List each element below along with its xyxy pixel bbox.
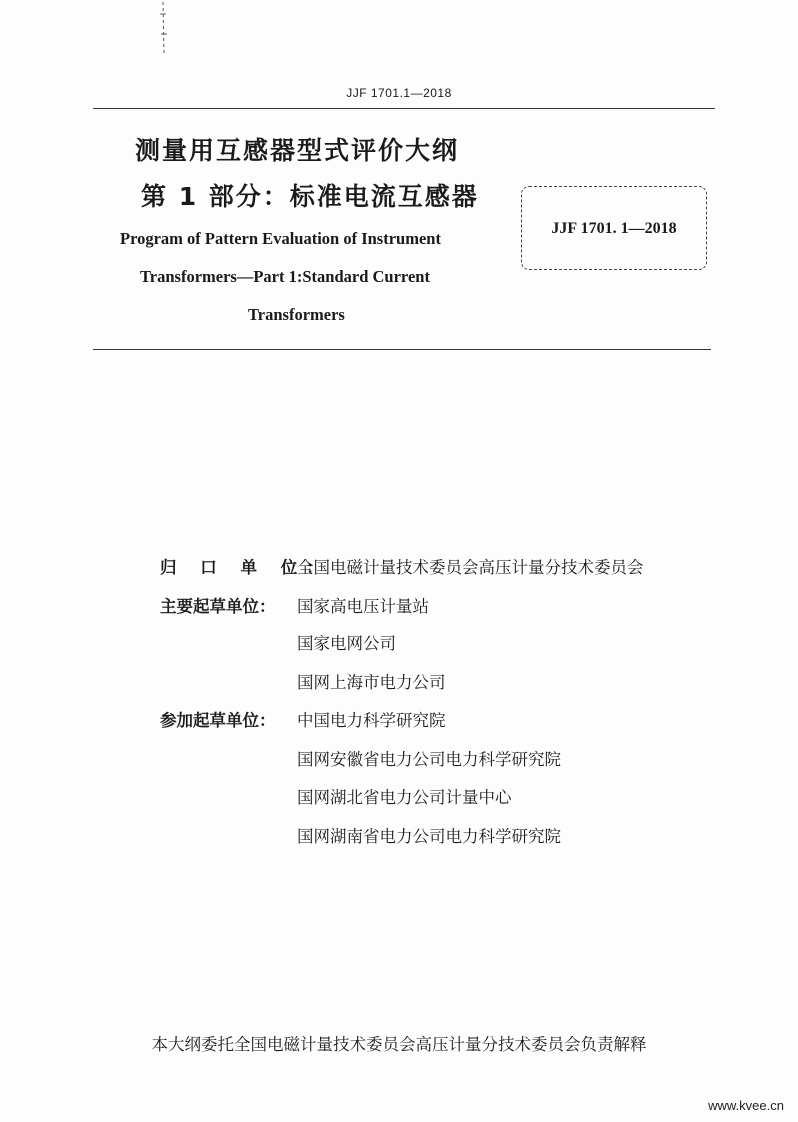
participating-unit-1: 中国电力科学研究院	[297, 711, 446, 730]
participating-unit-3: 国网湖北省电力公司计量中心	[297, 788, 512, 807]
standard-code-box-text: JJF 1701. 1—2018	[551, 220, 677, 237]
title-rule	[93, 349, 711, 350]
english-title-line-2: Transformers—Part 1:Standard Current	[140, 267, 430, 286]
binding-mark	[159, 0, 169, 58]
chinese-title-line-2: 第 1 部分：标准电流互感器	[141, 182, 479, 211]
participating-unit-label: 参加起草单位：	[160, 711, 276, 730]
chinese-title-line-1: 测量用互感器型式评价大纲	[135, 136, 460, 165]
main-drafting-unit-3: 国网上海市电力公司	[297, 673, 446, 692]
interpretation-note: 本大纲委托全国电磁计量技术委员会高压计量分技术委员会负责解释	[151, 1035, 647, 1054]
watermark: www.kvee.cn	[708, 1098, 784, 1113]
participating-unit-2: 国网安徽省电力公司电力科学研究院	[297, 750, 561, 769]
main-drafting-unit-label: 主要起草单位：	[160, 597, 276, 616]
english-title-line-3: Transformers	[248, 305, 345, 324]
responsible-unit-value: 全国电磁计量技术委员会高压计量分技术委员会	[297, 558, 644, 577]
header-standard-code: JJF 1701.1—2018	[346, 86, 452, 100]
header-rule	[93, 108, 715, 109]
english-title-line-1: Program of Pattern Evaluation of Instrument	[120, 229, 441, 248]
responsible-unit-label: 归 口 单 位：	[160, 558, 332, 577]
main-drafting-unit-2: 国家电网公司	[297, 634, 396, 653]
participating-unit-4: 国网湖南省电力公司电力科学研究院	[297, 827, 561, 846]
main-drafting-unit-1: 国家高电压计量站	[297, 597, 429, 616]
